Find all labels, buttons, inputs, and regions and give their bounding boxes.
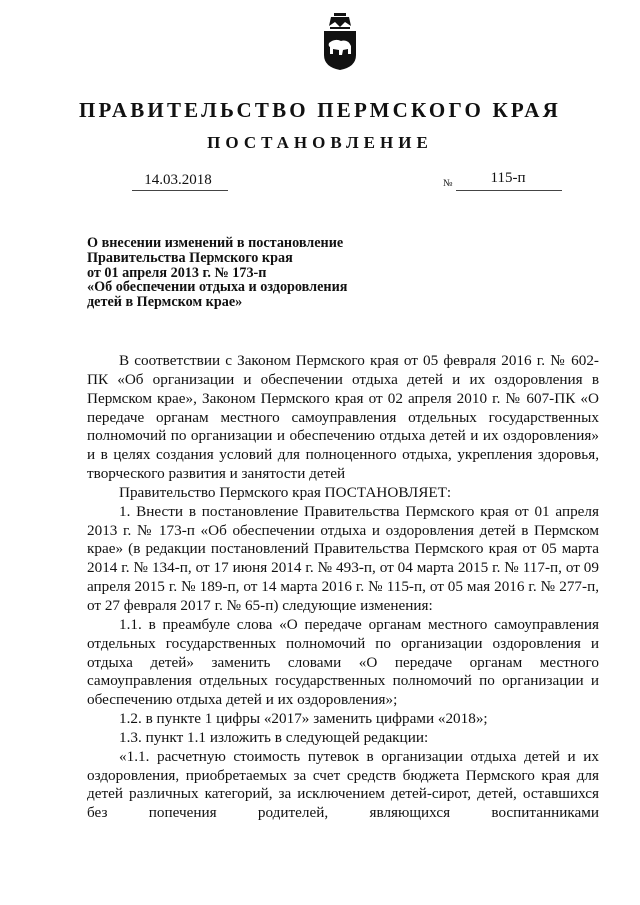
document-subject: [87, 236, 387, 310]
number-underline: [456, 190, 562, 191]
coat-of-arms-emblem: [321, 13, 359, 71]
subject-line: от 01 апреля 2013 г. № 173-п: [87, 264, 267, 281]
body-paragraph: В соответствии с Законом Пермского края от 05 февраля 2016 г. № 602-ПК «Об организации и обеспечении отдыха детей и их оздоровления в Пермском крае», Законом Пермского края от 02 апреля 2010 г. № 607-ПК «О передаче органам местного самоуправления отдельных государственных полномочий по организации и обеспечению отдыха детей и их оздоровления» и в целях создания условий для полноценного отдыха, укрепления здоровья, творческого развития и занятости детей: [87, 352, 599, 483]
body-paragraph: 1. Внести в постановление Правительства Пермского края от 01 апреля 2013 г. № 173-п «Об обеспечении отдыха и оздоровления детей в Пермском крае» (в редакции постановлений Правительства Пермского края от 05 марта 2014 г. № 134-п, от 17 июня 2014 г. № 493-п, от 04 марта 2015 г. № 117-п, от 09 апреля 2015 г. № 189-п, от 14 марта 2016 г. № 115-п, от 05 мая 2016 г. № 277-п, от 27 февраля 2017 г. № 65-п) следующие изменения:: [87, 502, 599, 614]
subject-line: Правительства Пермского края: [87, 249, 293, 266]
body-paragraph: 1.3. пункт 1.1 изложить в следующей редакции:: [119, 728, 429, 746]
document-date: 14.03.2018: [144, 172, 212, 188]
date-underline: [132, 190, 228, 191]
body-paragraph: Правительство Пермского края ПОСТАНОВЛЯЕТ:: [119, 483, 452, 501]
subject-line: детей в Пермском крае»: [87, 294, 243, 311]
body-paragraph: «1.1. расчетную стоимость путевок в организации отдыха детей и их оздоровления, приобретаемых за счет средств бюджета Пермского края для детей различных категорий, за исключением детей-сирот, детей, оставшихся без попечения родителей, являющихся воспитанниками: [87, 747, 599, 822]
subject-line: О внесении изменений в постановление: [87, 235, 344, 251]
organization-title: ПРАВИТЕЛЬСТВО ПЕРМСКОГО КРАЯ: [78, 98, 561, 122]
document-type: ПОСТАНОВЛЕНИЕ: [207, 133, 433, 152]
document-body: [87, 352, 599, 823]
body-paragraph: 1.2. в пункте 1 цифры «2017» заменить цифрами «2018»;: [119, 710, 488, 728]
subject-line: «Об обеспечении отдыха и оздоровления: [87, 279, 348, 296]
body-paragraph: 1.1. в преамбуле слова «О передаче органам местного самоуправления отдельных государственных полномочий по организации оздоровления и отдыха детей» заменить словами «О передаче органам местного самоуправления отдельных государственных полномочий по организации и обеспечению отдыха детей и их оздоровления»;: [87, 615, 599, 709]
number-sign: №: [443, 178, 453, 189]
document-number: 115-п: [490, 170, 526, 186]
